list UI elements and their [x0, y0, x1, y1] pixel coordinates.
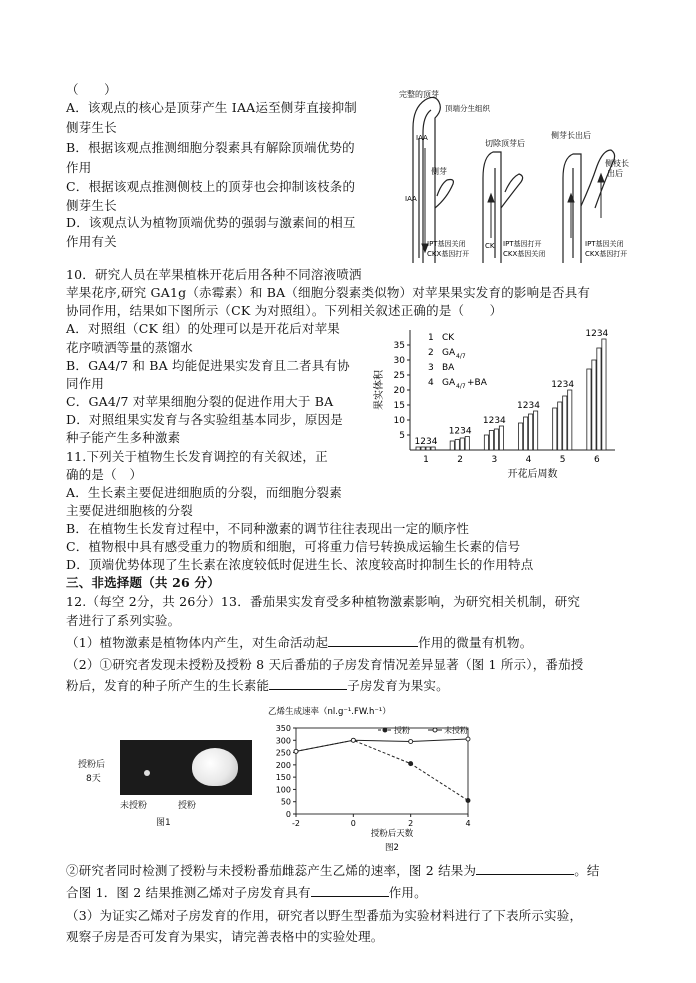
line-y-tick-label: 350	[275, 724, 291, 733]
q12-part-2-ii-end: 。结	[574, 863, 600, 878]
series-point	[466, 737, 470, 741]
bar	[416, 447, 420, 450]
q12-part-2-ii-cont-text: 合图 1．图 2 结果推测乙烯对子房发育具有	[66, 885, 311, 900]
legend-text: 未授粉	[444, 726, 468, 735]
line-x-tick-label: -2	[292, 819, 300, 828]
bar	[558, 402, 562, 450]
line-y-tick-label: 300	[275, 736, 291, 746]
bar	[529, 414, 533, 450]
bar	[484, 435, 488, 450]
bar	[499, 426, 503, 450]
q10-stem-2: 苹果花序,研究 GA1g（赤霉素）和 BA（细胞分裂素类似物）对苹果果实发育的影响是否具有	[66, 285, 591, 300]
q9-option-b-cont: 作用	[66, 160, 92, 175]
bar-x-tick-label: 3	[491, 455, 498, 465]
label-side-branch-2: 出后	[607, 169, 623, 178]
bar-y-tick-label: 15	[393, 401, 405, 411]
q12-part-2-ii	[66, 862, 600, 879]
q12-stem-2: 者进行了系列实验。	[66, 613, 181, 628]
line-y-tick-label: 200	[275, 760, 291, 770]
answer-blank-1[interactable]	[328, 634, 418, 647]
bar	[592, 360, 596, 450]
series-point	[409, 740, 413, 744]
line-chart-caption: 图2	[385, 843, 399, 853]
legend-number: 1	[428, 333, 434, 343]
legend-label: GA	[442, 348, 456, 358]
bar-y-tick-label: 35	[393, 341, 405, 351]
bar-y-tick-label: 10	[393, 416, 405, 426]
label-ckx-on-2: CKX基因打开	[585, 250, 628, 258]
label-after-cut: 切除顶芽后	[485, 139, 525, 148]
q9-option-c-cont: 侧芽生长	[66, 198, 117, 213]
line-chart-title: 乙烯生成速率（nl.g⁻¹.FW.h⁻¹）	[268, 707, 391, 717]
q10-option-d: D．对照组果实发育与各实验组基本同步，原因是	[66, 412, 343, 427]
label-ck: CK	[485, 242, 495, 250]
q12-stem-1: 12.（每空 2分，共 26分）13．番茄果实发育受多种植物激素影响，为研究相关机制，研究	[66, 594, 581, 609]
q9-option-a: A．该观点的核心是顶芽产生 IAA运至侧芽直接抑制	[66, 100, 357, 115]
bar-y-tick-label: 5	[399, 431, 405, 441]
series-line	[296, 740, 468, 800]
apical-dominance-diagram	[395, 88, 645, 268]
bar	[460, 438, 464, 450]
label-ckx-on: CKX基因打开	[427, 250, 470, 258]
label-iaa: IAA	[416, 134, 428, 142]
fig1-caption: 图1	[156, 818, 171, 828]
q12-part-2: （2）①研究者发现未授粉及授粉 8 天后番茄的子房发育情况差异显著（图 1 所示），番茄授	[66, 657, 584, 672]
q9-option-b: B．根据该观点推测细胞分裂素具有解除顶端优势的	[66, 140, 355, 155]
q10-option-c: C．GA4/7 对苹果细胞分裂的促进作用大于 BA	[66, 394, 334, 409]
q12-part-2c-text: 子房发育为果实。	[347, 678, 449, 693]
q9-option-a-cont: 侧芽生长	[66, 120, 117, 135]
bar-group-label: 1234	[448, 426, 472, 437]
bar	[563, 396, 567, 450]
series-point	[409, 762, 413, 766]
bar	[455, 440, 459, 451]
line-y-tick-label: 50	[280, 797, 291, 807]
series-point	[351, 738, 355, 742]
q12-part-1-end: 作用的微量有机物。	[418, 635, 533, 650]
q11-stem-1: 11.下列关于植物生长发育调控的有关叙述，正	[66, 449, 328, 464]
answer-blank-2[interactable]	[269, 677, 347, 690]
bar	[494, 429, 498, 450]
q11-option-b: B．在植物生长发育过程中，不同种激素的调节往往表现出一定的顺序性	[66, 521, 470, 536]
line-x-tick-label: 2	[408, 819, 414, 828]
label-meristem: 顶端分生组织	[445, 104, 490, 113]
bar-x-tick-label: 5	[559, 455, 566, 465]
fig1-label-pollinated: 授粉	[178, 801, 197, 811]
bar-x-axis-label: 开花后周数	[507, 469, 558, 480]
legend-number: 4	[428, 378, 434, 388]
q12-part-1	[66, 634, 532, 651]
label-after-bud-grows: 侧芽长出后	[551, 131, 591, 140]
legend-label: CK	[442, 333, 455, 343]
bar	[450, 441, 454, 450]
q12-part-2-ii-text: ②研究者同时检测了授粉与未授粉番茄雌蕊产生乙烯的速率，图 2 结果为	[66, 863, 477, 878]
q12-part-3: （3）为证实乙烯对子房发育的作用，研究者以野生型番茄为实验材料进行了下表所示实验，	[66, 908, 583, 923]
bar	[426, 447, 430, 450]
label-ipt-off-2: IPT基因关闭	[585, 240, 624, 248]
label-iaa-2: IAA	[405, 195, 417, 203]
label-ipt-on: IPT基因打开	[503, 240, 542, 248]
q12-part-2-ii-cont	[66, 884, 427, 901]
bar	[568, 390, 572, 450]
legend-subscript: 4/7	[456, 353, 466, 360]
series-point	[294, 749, 298, 753]
q11-option-a-cont: 主要促进细胞核的分裂	[66, 503, 194, 518]
legend-subscript: 4/7	[456, 383, 466, 390]
line-y-tick-label: 150	[275, 773, 291, 783]
fruit-volume-bar-chart	[370, 326, 620, 481]
bar-x-tick-label: 4	[525, 455, 532, 465]
q10-option-d-cont: 种子能产生多种激素	[66, 430, 181, 445]
legend-label: GA	[442, 378, 456, 388]
line-x-tick-label: 0	[350, 819, 356, 828]
section-heading: 三、非选择题（共 26 分）	[66, 575, 220, 590]
bar	[519, 423, 523, 450]
q12-part-3-cont: 观察子房是否可发育为果实，请完善表格中的实验处理。	[66, 929, 384, 944]
bar	[602, 339, 606, 450]
label-side-branch: 侧枝长	[605, 159, 629, 168]
bar-group-label: 1234	[585, 329, 609, 339]
label-intact-bud: 完整的顶芽	[399, 90, 439, 99]
bar	[587, 369, 591, 450]
bar-y-axis-label: 果实体积	[374, 370, 385, 410]
q11-option-a: A．生长素主要促进细胞质的分裂，而细胞分裂素	[66, 485, 342, 500]
bar	[597, 348, 601, 450]
legend-marker	[433, 728, 437, 732]
legend-marker	[383, 728, 387, 732]
line-y-tick-label: 250	[275, 748, 291, 758]
bar-x-tick-label: 1	[423, 455, 429, 465]
unpollinated-ovary	[144, 770, 150, 776]
bar	[465, 437, 469, 451]
label-ckx-off: CKX基因关闭	[503, 250, 546, 258]
bar	[534, 411, 538, 450]
ethylene-rate-line-chart	[266, 704, 496, 856]
answer-blank-3[interactable]	[476, 862, 574, 875]
q11-stem-2: 确的是（ ）	[66, 467, 143, 482]
q9-option-d: D．该观点认为植物顶端优势的强弱与激素间的相互	[66, 215, 356, 230]
bar-x-tick-label: 2	[457, 455, 464, 465]
q11-option-c: C．植物根中具有感受重力的物质和细胞，可将重力信号转换成运输生长素的信号	[66, 539, 521, 554]
bar	[421, 447, 425, 450]
pollinated-fruit	[192, 748, 238, 786]
fig1-label-top: 授粉后	[78, 760, 106, 770]
figure-1	[74, 735, 254, 835]
label-lateral-bud: 侧芽	[431, 167, 447, 176]
q10-option-a-cont: 花序喷洒等量的蒸馏水	[66, 340, 194, 355]
fig1-label-unpollinated: 未授粉	[120, 801, 148, 811]
label-ipt-off: IPT基因关闭	[427, 240, 466, 248]
series-point	[466, 798, 470, 802]
q10-option-b-cont: 同作用	[66, 376, 105, 391]
q10-option-a: A．对照组（CK 组）的处理可以是开花后对苹果	[66, 321, 341, 336]
answer-blank-4[interactable]	[311, 884, 389, 897]
bar-group-label: 1234	[414, 437, 438, 447]
bar-y-tick-label: 20	[393, 386, 405, 396]
q10-stem-3: 协同作用，结果如下图所示（CK 为对照组）。下列相关叙述正确的是（ ）	[66, 303, 503, 318]
bar	[524, 417, 528, 450]
fig1-label-day: 8天	[86, 774, 101, 784]
q12-part-2-ii-cont-end: 作用。	[388, 885, 427, 900]
bar-x-tick-label: 6	[593, 455, 600, 465]
line-y-tick-label: 0	[285, 810, 291, 819]
fig1-photo	[120, 740, 252, 795]
q10-option-b: B．GA4/7 和 BA 均能促进果实发育且二者具有协	[66, 358, 350, 373]
bar-y-tick-label: 30	[393, 356, 405, 366]
bar-group-label: 1234	[551, 380, 575, 390]
q9-option-d-cont: 作用有关	[66, 234, 117, 249]
q10-stem-1: 10．研究人员在苹果植株开花后用各种不同溶液喷洒	[66, 267, 362, 282]
line-y-tick-label: 100	[275, 785, 291, 795]
line-x-tick-label: 4	[465, 819, 471, 828]
line-x-axis-label: 授粉后天数	[370, 829, 414, 839]
bar-group-label: 1234	[482, 416, 506, 426]
bar-y-tick-label: 25	[393, 371, 405, 381]
legend-label: BA	[442, 363, 455, 373]
q12-part-2-cont	[66, 677, 449, 694]
q12-part-1-text: （1）植物激素是植物体内产生，对生命活动起	[66, 635, 329, 650]
legend-number: 2	[428, 348, 434, 358]
legend-number: 3	[428, 363, 434, 373]
q11-option-d: D．顶端优势体现了生长素在浓度较低时促进生长、浓度较高时抑制生长的作用特点	[66, 557, 534, 572]
bar	[431, 447, 435, 450]
legend-text: 授粉	[394, 726, 410, 735]
q9-option-c: C．根据该观点推测侧枝上的顶芽也会抑制该枝条的	[66, 179, 356, 194]
series-line	[296, 739, 468, 751]
legend-suffix: +BA	[467, 378, 487, 388]
bar	[489, 431, 493, 451]
q12-part-2b-text: 粉后，发育的种子所产生的生长素能	[66, 678, 270, 693]
q9-paren: （ ）	[66, 82, 117, 97]
bar-group-label: 1234	[517, 401, 540, 411]
bar	[553, 408, 557, 450]
